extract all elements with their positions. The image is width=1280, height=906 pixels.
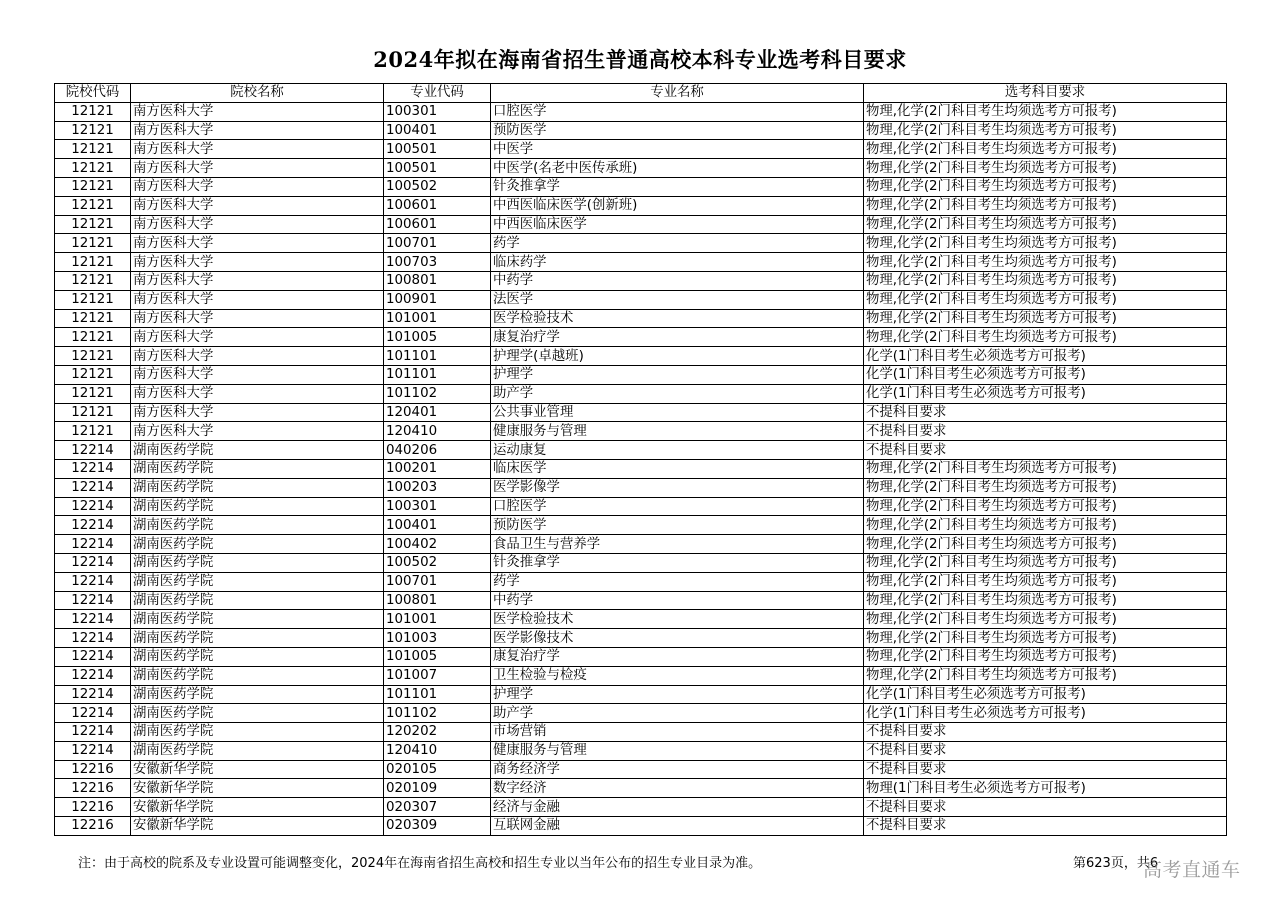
cell-school-code: 12121 [55, 159, 131, 178]
cell-major-code: 120410 [384, 422, 491, 441]
cell-major-name: 商务经济学 [491, 760, 864, 779]
cell-subject-requirement: 物理,化学(2门科目考生均须选考方可报考) [864, 459, 1227, 478]
cell-subject-requirement: 物理(1门科目考生必须选考方可报考) [864, 779, 1227, 798]
cell-school-code: 12121 [55, 253, 131, 272]
cell-school-code: 12216 [55, 779, 131, 798]
table-row [55, 610, 1227, 629]
cell-subject-requirement: 化学(1门科目考生必须选考方可报考) [864, 384, 1227, 403]
cell-school-name: 南方医科大学 [131, 384, 384, 403]
cell-subject-requirement: 不提科目要求 [864, 760, 1227, 779]
cell-major-name: 护理学(卓越班) [491, 347, 864, 366]
cell-school-code: 12121 [55, 290, 131, 309]
page-title: 2024年拟在海南省招生普通高校本科专业选考科目要求 [373, 47, 907, 72]
table-row [55, 666, 1227, 685]
table-row [55, 403, 1227, 422]
cell-major-code: 120401 [384, 403, 491, 422]
cell-school-name: 南方医科大学 [131, 121, 384, 140]
cell-major-code: 101101 [384, 685, 491, 704]
cell-school-code: 12216 [55, 817, 131, 836]
cell-subject-requirement: 不提科目要求 [864, 403, 1227, 422]
cell-major-code: 101101 [384, 347, 491, 366]
cell-school-code: 12214 [55, 723, 131, 742]
cell-major-name: 口腔医学 [491, 497, 864, 516]
table-row [55, 591, 1227, 610]
cell-school-name: 南方医科大学 [131, 234, 384, 253]
cell-school-name: 湖南医药学院 [131, 741, 384, 760]
cell-major-name: 食品卫生与营养学 [491, 535, 864, 554]
cell-major-code: 100401 [384, 121, 491, 140]
cell-subject-requirement: 物理,化学(2门科目考生均须选考方可报考) [864, 234, 1227, 253]
cell-school-name: 湖南医药学院 [131, 704, 384, 723]
cell-school-name: 南方医科大学 [131, 347, 384, 366]
requirements-table [54, 83, 1227, 836]
table-row [55, 741, 1227, 760]
cell-subject-requirement: 物理,化学(2门科目考生均须选考方可报考) [864, 177, 1227, 196]
table-row [55, 798, 1227, 817]
cell-subject-requirement: 物理,化学(2门科目考生均须选考方可报考) [864, 159, 1227, 178]
table-row [55, 478, 1227, 497]
table-row [55, 234, 1227, 253]
cell-subject-requirement: 物理,化学(2门科目考生均须选考方可报考) [864, 666, 1227, 685]
cell-major-code: 101102 [384, 384, 491, 403]
cell-major-name: 中西医临床医学(创新班) [491, 196, 864, 215]
table-row [55, 553, 1227, 572]
cell-school-code: 12214 [55, 629, 131, 648]
cell-major-name: 医学影像学 [491, 478, 864, 497]
cell-major-name: 临床医学 [491, 459, 864, 478]
cell-major-code: 101007 [384, 666, 491, 685]
table-row [55, 384, 1227, 403]
cell-major-code: 100801 [384, 591, 491, 610]
cell-major-name: 药学 [491, 234, 864, 253]
cell-major-name: 健康服务与管理 [491, 741, 864, 760]
cell-school-code: 12121 [55, 121, 131, 140]
cell-major-code: 100703 [384, 253, 491, 272]
cell-school-name: 湖南医药学院 [131, 441, 384, 460]
cell-major-name: 中药学 [491, 271, 864, 290]
table-row [55, 704, 1227, 723]
table-row [55, 647, 1227, 666]
cell-school-code: 12214 [55, 459, 131, 478]
cell-major-name: 中药学 [491, 591, 864, 610]
cell-school-code: 12214 [55, 685, 131, 704]
cell-major-code: 100901 [384, 290, 491, 309]
cell-school-code: 12214 [55, 666, 131, 685]
cell-school-name: 湖南医药学院 [131, 478, 384, 497]
cell-major-name: 数字经济 [491, 779, 864, 798]
table-row [55, 140, 1227, 159]
cell-school-name: 南方医科大学 [131, 365, 384, 384]
cell-major-name: 康复治疗学 [491, 647, 864, 666]
cell-school-name: 南方医科大学 [131, 215, 384, 234]
cell-major-code: 100301 [384, 102, 491, 121]
cell-school-name: 安徽新华学院 [131, 798, 384, 817]
cell-major-code: 100501 [384, 140, 491, 159]
cell-school-name: 湖南医药学院 [131, 685, 384, 704]
cell-subject-requirement: 物理,化学(2门科目考生均须选考方可报考) [864, 629, 1227, 648]
table-row [55, 177, 1227, 196]
cell-school-code: 12214 [55, 497, 131, 516]
table-row [55, 347, 1227, 366]
cell-major-name: 医学检验技术 [491, 610, 864, 629]
cell-major-name: 口腔医学 [491, 102, 864, 121]
cell-major-name: 医学影像技术 [491, 629, 864, 648]
cell-school-name: 安徽新华学院 [131, 760, 384, 779]
cell-school-code: 12214 [55, 647, 131, 666]
cell-subject-requirement: 不提科目要求 [864, 422, 1227, 441]
table-row [55, 723, 1227, 742]
table-row [55, 290, 1227, 309]
cell-major-name: 中西医临床医学 [491, 215, 864, 234]
cell-school-code: 12121 [55, 234, 131, 253]
table-row [55, 779, 1227, 798]
cell-major-name: 针灸推拿学 [491, 553, 864, 572]
cell-subject-requirement: 物理,化学(2门科目考生均须选考方可报考) [864, 553, 1227, 572]
cell-major-name: 助产学 [491, 384, 864, 403]
cell-subject-requirement: 物理,化学(2门科目考生均须选考方可报考) [864, 572, 1227, 591]
cell-school-code: 12121 [55, 102, 131, 121]
cell-school-code: 12216 [55, 760, 131, 779]
cell-subject-requirement: 不提科目要求 [864, 741, 1227, 760]
cell-subject-requirement: 化学(1门科目考生必须选考方可报考) [864, 685, 1227, 704]
table-row [55, 215, 1227, 234]
cell-major-name: 中医学(名老中医传承班) [491, 159, 864, 178]
cell-school-code: 12121 [55, 215, 131, 234]
cell-major-code: 040206 [384, 441, 491, 460]
table-row [55, 459, 1227, 478]
cell-major-name: 健康服务与管理 [491, 422, 864, 441]
cell-major-name: 助产学 [491, 704, 864, 723]
cell-school-code: 12121 [55, 196, 131, 215]
cell-school-name: 安徽新华学院 [131, 817, 384, 836]
cell-major-code: 101001 [384, 610, 491, 629]
cell-subject-requirement: 不提科目要求 [864, 441, 1227, 460]
cell-subject-requirement: 物理,化学(2门科目考生均须选考方可报考) [864, 535, 1227, 554]
cell-major-name: 经济与金融 [491, 798, 864, 817]
cell-subject-requirement: 物理,化学(2门科目考生均须选考方可报考) [864, 478, 1227, 497]
cell-school-name: 南方医科大学 [131, 253, 384, 272]
cell-major-code: 101101 [384, 365, 491, 384]
table-row [55, 102, 1227, 121]
cell-major-name: 预防医学 [491, 121, 864, 140]
cell-school-name: 安徽新华学院 [131, 779, 384, 798]
table-row [55, 572, 1227, 591]
cell-school-name: 湖南医药学院 [131, 497, 384, 516]
cell-school-code: 12214 [55, 741, 131, 760]
cell-subject-requirement: 不提科目要求 [864, 798, 1227, 817]
cell-major-code: 100401 [384, 516, 491, 535]
cell-school-name: 南方医科大学 [131, 140, 384, 159]
cell-school-code: 12121 [55, 328, 131, 347]
table-body [55, 102, 1227, 835]
cell-subject-requirement: 物理,化学(2门科目考生均须选考方可报考) [864, 102, 1227, 121]
cell-major-code: 100701 [384, 234, 491, 253]
cell-subject-requirement: 物理,化学(2门科目考生均须选考方可报考) [864, 328, 1227, 347]
cell-major-name: 护理学 [491, 365, 864, 384]
cell-school-name: 湖南医药学院 [131, 629, 384, 648]
cell-school-name: 南方医科大学 [131, 290, 384, 309]
cell-school-name: 南方医科大学 [131, 328, 384, 347]
cell-school-code: 12214 [55, 591, 131, 610]
cell-school-name: 湖南医药学院 [131, 666, 384, 685]
table-row [55, 760, 1227, 779]
cell-subject-requirement: 物理,化学(2门科目考生均须选考方可报考) [864, 121, 1227, 140]
cell-subject-requirement: 化学(1门科目考生必须选考方可报考) [864, 347, 1227, 366]
cell-major-code: 100201 [384, 459, 491, 478]
header-school-name: 院校名称 [131, 84, 384, 103]
cell-school-name: 湖南医药学院 [131, 572, 384, 591]
cell-school-code: 12216 [55, 798, 131, 817]
cell-school-name: 湖南医药学院 [131, 516, 384, 535]
cell-major-name: 针灸推拿学 [491, 177, 864, 196]
table-row [55, 422, 1227, 441]
cell-school-code: 12121 [55, 403, 131, 422]
table-row [55, 309, 1227, 328]
cell-school-code: 12121 [55, 365, 131, 384]
cell-subject-requirement: 物理,化学(2门科目考生均须选考方可报考) [864, 591, 1227, 610]
cell-school-name: 南方医科大学 [131, 422, 384, 441]
cell-major-name: 法医学 [491, 290, 864, 309]
cell-school-code: 12121 [55, 347, 131, 366]
cell-school-name: 南方医科大学 [131, 271, 384, 290]
cell-major-code: 020109 [384, 779, 491, 798]
cell-school-code: 12121 [55, 422, 131, 441]
cell-subject-requirement: 物理,化学(2门科目考生均须选考方可报考) [864, 516, 1227, 535]
cell-school-code: 12214 [55, 610, 131, 629]
table-row [55, 365, 1227, 384]
cell-major-name: 公共事业管理 [491, 403, 864, 422]
cell-school-code: 12214 [55, 572, 131, 591]
cell-school-name: 南方医科大学 [131, 177, 384, 196]
cell-major-code: 100502 [384, 177, 491, 196]
cell-subject-requirement: 物理,化学(2门科目考生均须选考方可报考) [864, 253, 1227, 272]
cell-major-code: 101005 [384, 328, 491, 347]
table-row [55, 629, 1227, 648]
cell-school-name: 湖南医药学院 [131, 647, 384, 666]
cell-school-name: 湖南医药学院 [131, 535, 384, 554]
cell-major-code: 101102 [384, 704, 491, 723]
cell-major-code: 100301 [384, 497, 491, 516]
cell-subject-requirement: 物理,化学(2门科目考生均须选考方可报考) [864, 497, 1227, 516]
table-row [55, 159, 1227, 178]
header-major-code: 专业代码 [384, 84, 491, 103]
cell-school-name: 南方医科大学 [131, 102, 384, 121]
table-row [55, 328, 1227, 347]
cell-school-name: 湖南医药学院 [131, 553, 384, 572]
cell-major-name: 护理学 [491, 685, 864, 704]
cell-major-code: 101003 [384, 629, 491, 648]
table-row [55, 516, 1227, 535]
cell-major-code: 100203 [384, 478, 491, 497]
cell-school-code: 12214 [55, 478, 131, 497]
cell-subject-requirement: 物理,化学(2门科目考生均须选考方可报考) [864, 290, 1227, 309]
cell-subject-requirement: 化学(1门科目考生必须选考方可报考) [864, 365, 1227, 384]
table-row [55, 441, 1227, 460]
cell-school-code: 12214 [55, 553, 131, 572]
cell-subject-requirement: 物理,化学(2门科目考生均须选考方可报考) [864, 610, 1227, 629]
cell-school-name: 湖南医药学院 [131, 591, 384, 610]
cell-major-name: 药学 [491, 572, 864, 591]
watermark: 高考直通车 [1143, 859, 1241, 881]
cell-major-code: 101005 [384, 647, 491, 666]
cell-major-name: 运动康复 [491, 441, 864, 460]
cell-subject-requirement: 物理,化学(2门科目考生均须选考方可报考) [864, 309, 1227, 328]
cell-major-name: 预防医学 [491, 516, 864, 535]
cell-major-name: 卫生检验与检疫 [491, 666, 864, 685]
cell-major-code: 020307 [384, 798, 491, 817]
cell-school-code: 12121 [55, 384, 131, 403]
cell-subject-requirement: 物理,化学(2门科目考生均须选考方可报考) [864, 140, 1227, 159]
cell-subject-requirement: 物理,化学(2门科目考生均须选考方可报考) [864, 196, 1227, 215]
cell-major-code: 020309 [384, 817, 491, 836]
cell-major-name: 中医学 [491, 140, 864, 159]
cell-subject-requirement: 物理,化学(2门科目考生均须选考方可报考) [864, 215, 1227, 234]
header-subject-requirement: 选考科目要求 [864, 84, 1227, 103]
table-row [55, 817, 1227, 836]
cell-school-code: 12121 [55, 309, 131, 328]
cell-major-code: 020105 [384, 760, 491, 779]
footnote: 注：由于高校的院系及专业设置可能调整变化，2024年在海南省招生高校和招生专业以当年公布的招生专业目录为准。 [78, 856, 762, 871]
table-row [55, 196, 1227, 215]
cell-school-code: 12121 [55, 177, 131, 196]
cell-school-name: 湖南医药学院 [131, 610, 384, 629]
cell-major-code: 100601 [384, 215, 491, 234]
cell-major-code: 120410 [384, 741, 491, 760]
cell-school-name: 湖南医药学院 [131, 723, 384, 742]
table-row [55, 271, 1227, 290]
cell-major-code: 100501 [384, 159, 491, 178]
cell-school-name: 南方医科大学 [131, 403, 384, 422]
cell-major-name: 康复治疗学 [491, 328, 864, 347]
cell-school-code: 12214 [55, 704, 131, 723]
cell-subject-requirement: 物理,化学(2门科目考生均须选考方可报考) [864, 647, 1227, 666]
cell-subject-requirement: 不提科目要求 [864, 723, 1227, 742]
table-row [55, 253, 1227, 272]
table-header-row [55, 84, 1227, 103]
cell-subject-requirement: 不提科目要求 [864, 817, 1227, 836]
cell-school-code: 12121 [55, 140, 131, 159]
table-row [55, 535, 1227, 554]
cell-school-name: 南方医科大学 [131, 309, 384, 328]
cell-major-code: 100601 [384, 196, 491, 215]
cell-major-code: 100801 [384, 271, 491, 290]
cell-school-code: 12214 [55, 535, 131, 554]
cell-school-name: 南方医科大学 [131, 159, 384, 178]
header-school-code: 院校代码 [55, 84, 131, 103]
cell-major-code: 120202 [384, 723, 491, 742]
page-number: 第623页，共6 [1073, 856, 1159, 871]
table-row [55, 685, 1227, 704]
cell-major-name: 互联网金融 [491, 817, 864, 836]
cell-major-code: 100402 [384, 535, 491, 554]
header-major-name: 专业名称 [491, 84, 864, 103]
cell-major-name: 临床药学 [491, 253, 864, 272]
cell-school-name: 湖南医药学院 [131, 459, 384, 478]
table-row [55, 121, 1227, 140]
table-row [55, 497, 1227, 516]
cell-school-code: 12214 [55, 516, 131, 535]
cell-major-name: 市场营销 [491, 723, 864, 742]
cell-major-code: 101001 [384, 309, 491, 328]
cell-subject-requirement: 物理,化学(2门科目考生均须选考方可报考) [864, 271, 1227, 290]
cell-major-code: 100502 [384, 553, 491, 572]
cell-major-code: 100701 [384, 572, 491, 591]
cell-school-name: 南方医科大学 [131, 196, 384, 215]
cell-school-code: 12214 [55, 441, 131, 460]
cell-subject-requirement: 化学(1门科目考生必须选考方可报考) [864, 704, 1227, 723]
cell-school-code: 12121 [55, 271, 131, 290]
cell-major-name: 医学检验技术 [491, 309, 864, 328]
